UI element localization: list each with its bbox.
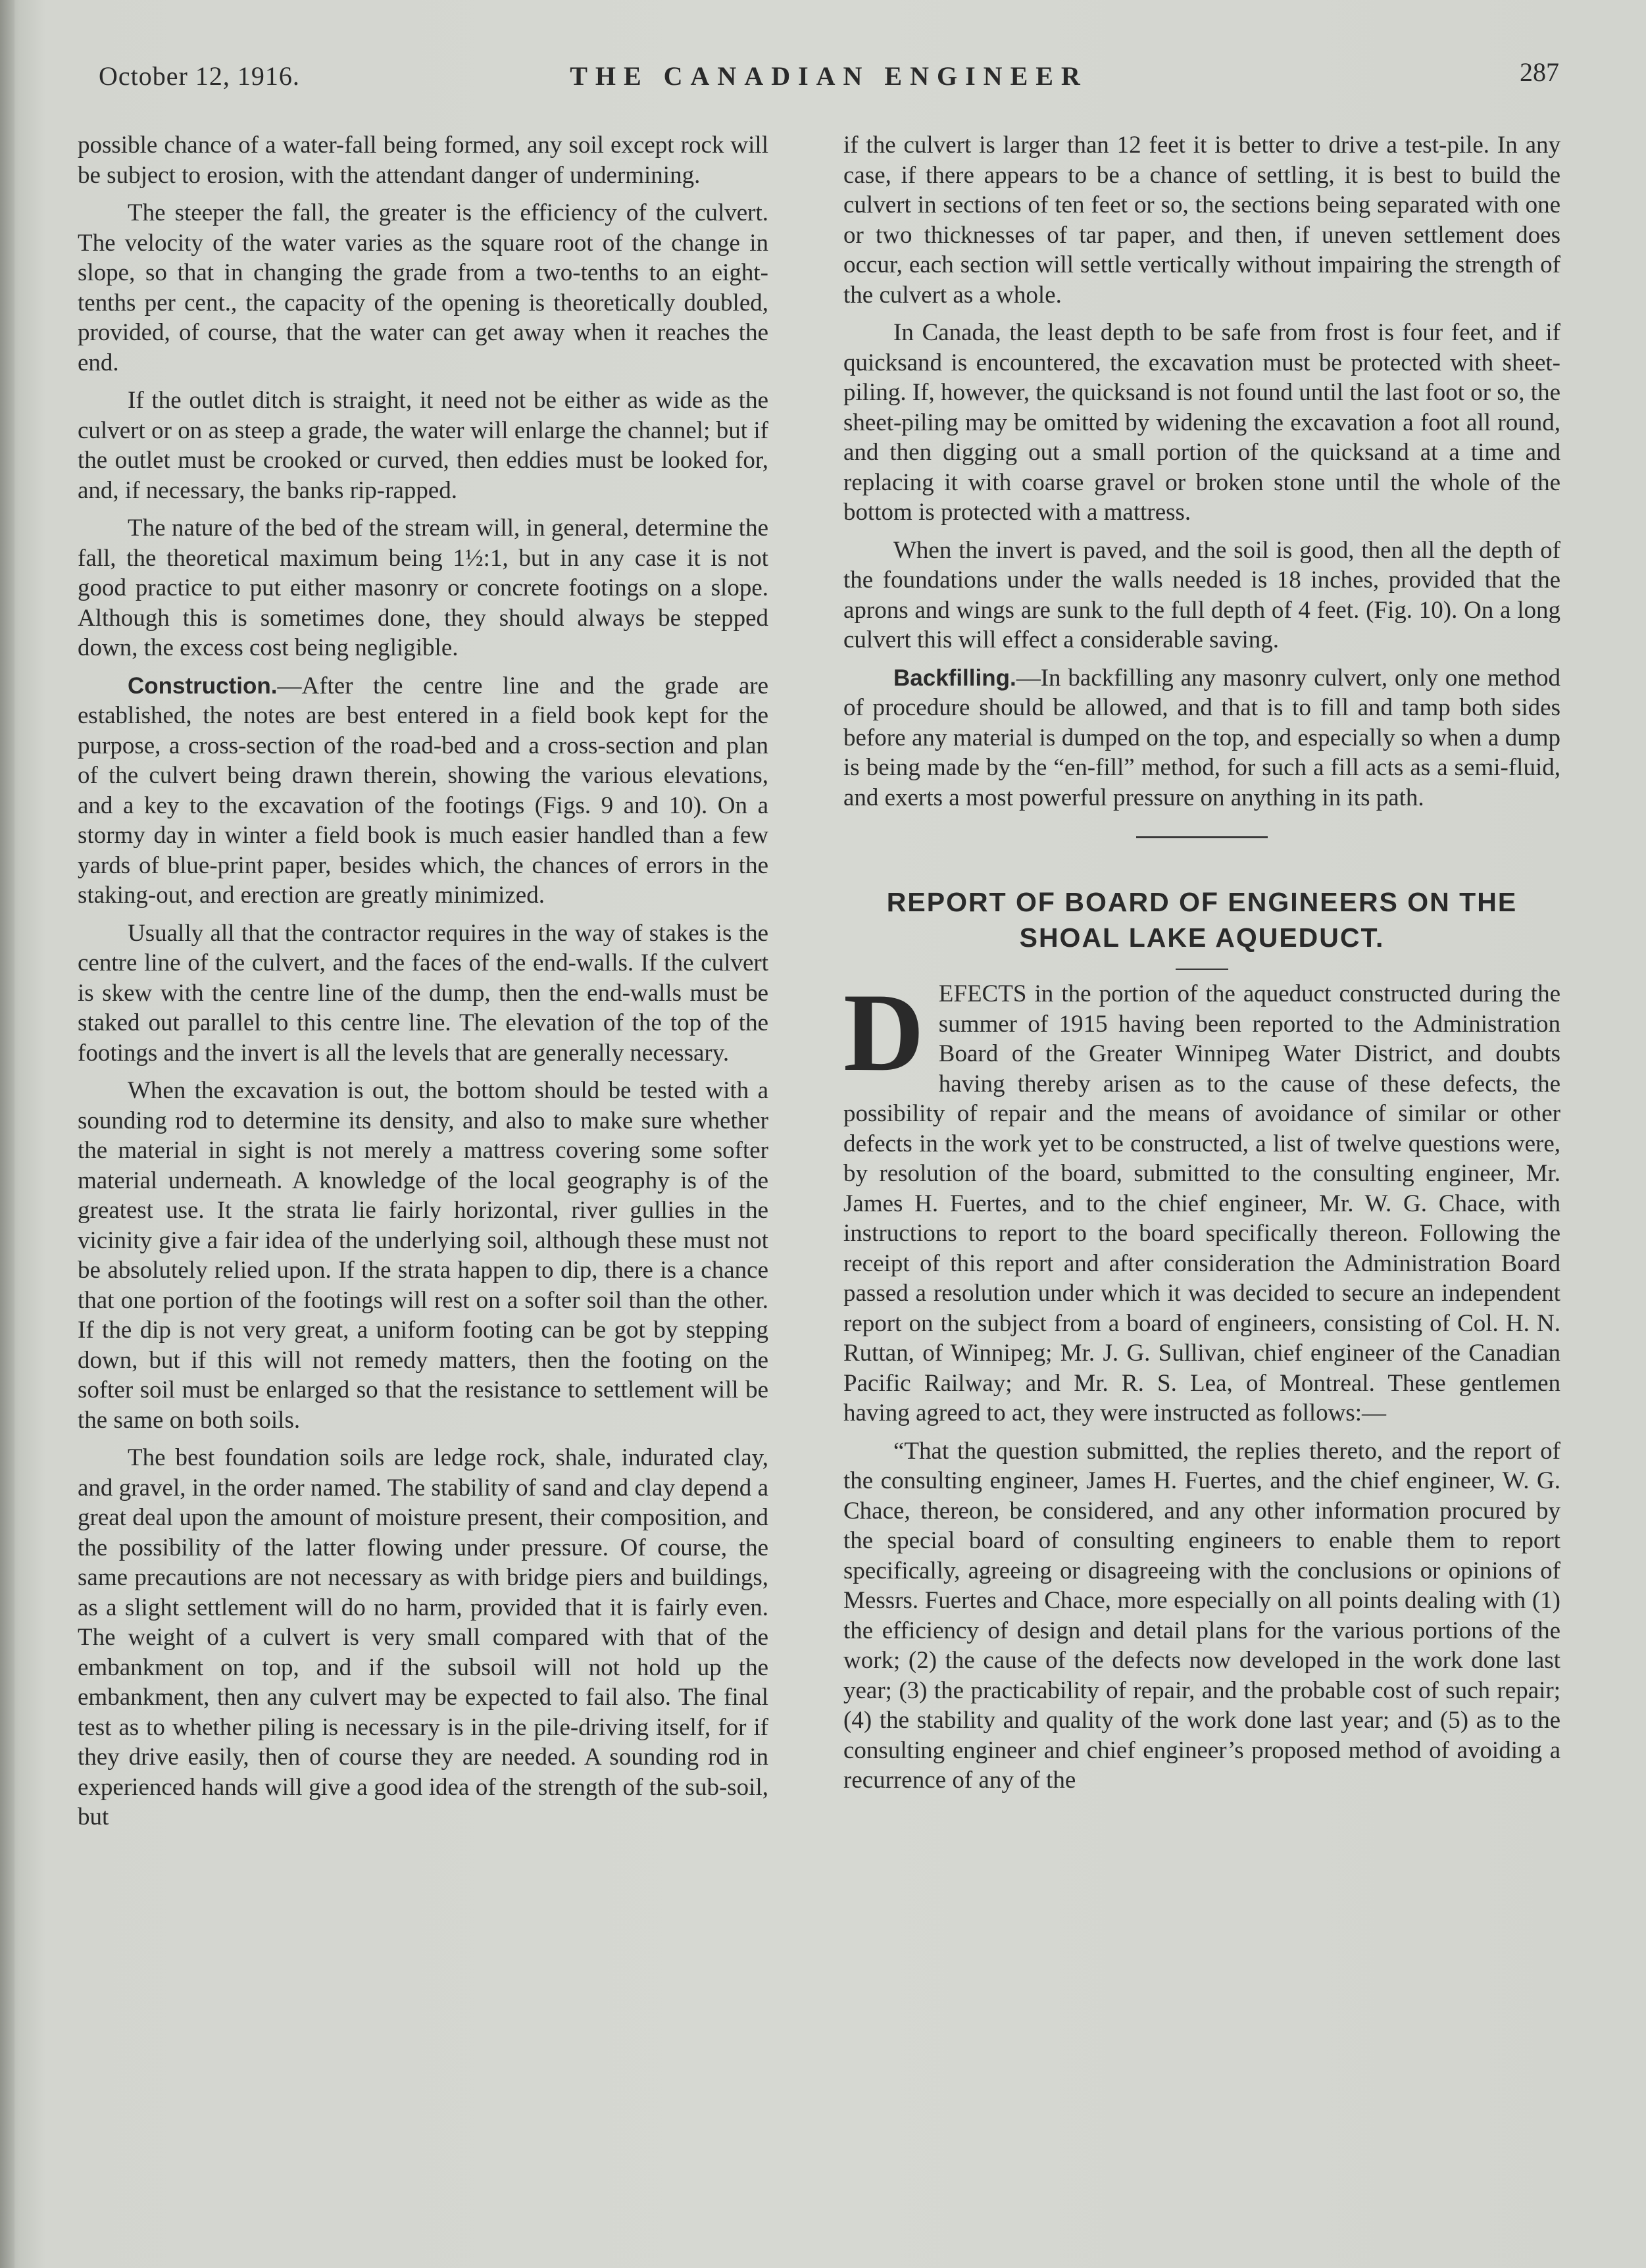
left-column	[78, 130, 768, 1840]
paragraph-dropcap	[843, 970, 1560, 1428]
paragraph-backfilling	[843, 663, 1560, 813]
section-heading-backfilling: Backfilling.	[893, 665, 1016, 691]
paragraph: When the invert is paved, and the soil is good, then all the depth of the foundations under the walls needed is 18 inches, provided that the aprons and wings are sunk to the full depth of 4 feet. (Fig. 10). On a long culvert this will effect a considerable saving.	[843, 536, 1560, 653]
right-column	[843, 130, 1560, 1803]
section-divider	[1136, 836, 1268, 838]
article-title-line: SHOAL LAKE AQUEDUCT.	[1019, 922, 1385, 953]
drop-cap: D	[843, 970, 924, 1094]
paragraph-text: —In backfilling any masonry culvert, only one method of procedure should be allowed, and that is to fill and tamp both sides before any material is dumped on the top, and especially so when a dump is being made by the “en-fill” method, for such a fill acts as a semi-fluid, and exerts a most powerful pressure on anything in its path.	[843, 664, 1560, 811]
section-heading-construction: Construction.	[128, 672, 278, 699]
page-header	[99, 57, 1559, 100]
page-binding-edge	[0, 0, 14, 2268]
article-title	[843, 884, 1560, 955]
paragraph: In Canada, the least depth to be safe from frost is four feet, and if quicksand is encountered, the excavation must be protected with sheet-piling. If, however, the quicksand is not found until the last foot or so, the sheet-piling may be omitted by widening the excavation a foot all round, and then digging out a small portion of the quicksand at a time and replacing it with coarse gravel or broken stone until the whole of the bottom is protected with a mattress.	[843, 319, 1560, 526]
quoted-instructions: “That the question submitted, the replies thereto, and the report of the consulting engineer, James H. Fuertes, and the chief engineer, W. G. Chace, thereon, be considered, and any other information procured by the special board of consulting engineers to enable them to report specifically, agreeing or disagreeing with the conclusions or opinions of Messrs. Fuertes and Chace, more especially on all points dealing with (1) the efficiency of design and detail plans for the various portions of the work; (2) the cause of the defects now developed in the work done last year; (3) the practicability of repair, and the probable cost of such repair; (4) the stability and quality of the work done last year; and (5) as to the consulting engineer and chief engineer’s proposed method of avoiding a recurrence of any of the	[843, 1437, 1560, 1794]
paragraph: The steeper the fall, the greater is the efficiency of the culvert. The velocity of the water varies as the square root of the change in slope, so that in changing the grade from a two-tenths to an eight-tenths per cent., the capacity of the opening is theoretically doubled, provided, of course, that the water can get away when it reaches the end.	[78, 199, 768, 376]
paragraph: The nature of the bed of the stream will, in general, determine the fall, the theoretical maximum being 1½:1, but in any case it is not good practice to put either masonry or concrete footings on a slope. Although this is sometimes done, they should always be stepped down, the excess cost being negligible.	[78, 515, 768, 661]
article-title-line: REPORT OF BOARD OF ENGINEERS ON THE	[886, 887, 1518, 917]
paragraph-construction	[78, 671, 768, 911]
issue-date: October 12, 1916.	[99, 61, 300, 91]
paragraph-text: —After the centre line and the grade are established, the notes are best entered in a field book kept for the purpose, a cross-section of the road-bed and a cross-section and plan of the culvert being drawn therein, showing the various elevations, and a key to the excavation of the footings (Figs. 9 and 10). On a stormy day in winter a field book is much easier handled than a few yards of blue-print paper, besides which, the chances of errors in the staking-out, and erection are greatly minimized.	[78, 672, 768, 909]
paragraph: if the culvert is larger than 12 feet it is better to drive a test-pile. In any case, if there appears to be a chance of settling, it is best to build the culvert in sections of ten feet or so, the sections being separated with one or two thicknesses of tar paper, and then, if uneven settlement does occur, each section will settle vertically without impairing the strength of the culvert as a whole.	[843, 132, 1560, 309]
paragraph: Usually all that the contractor requires in the way of stakes is the centre line of the culvert, and the faces of the end-walls. If the culvert is skew with the centre line of the dump, then the end-walls must be staked out parallel to this centre line. The elevation of the top of the footings and the invert is all the levels that are generally necessary.	[78, 919, 768, 1067]
paragraph: possible chance of a water-fall being formed, any soil except rock will be subject to erosion, with the attendant danger of undermining.	[78, 132, 768, 189]
journal-title: THE CANADIAN ENGINEER	[570, 61, 1088, 91]
paragraph: The best foundation soils are ledge rock, shale, indurated clay, and gravel, in the order named. The stability of sand and clay depend a great deal upon the amount of moisture present, their composition, and the possibility of the latter flowing under pressure. Of course, the same precautions are not necessary as with bridge piers and buildings, as a slight settlement will do no harm, provided that it is fairly even. The weight of a culvert is very small compared with that of the embankment on top, and if the subsoil will not hold up the embankment, then any culvert may be expected to fail also. The final test as to whether piling is necessary is in the pile-driving itself, for if they drive easily, then of course they are needed. A sounding rod in experienced hands will give a good idea of the strength of the sub-soil, but	[78, 1444, 768, 1830]
paragraph: When the excavation is out, the bottom should be tested with a sounding rod to determine its density, and also to make sure whether the material in sight is not merely a mattress covering some softer material underneath. A knowledge of the local geography is of the greatest use. It the strata lie fairly horizontal, river gullies in the vicinity give a fair idea of the underlying soil, although these must not be absolutely relied upon. If the strata happen to dip, there is a chance that one portion of the footings will rest on a softer soil than the other. If the dip is not very great, a uniform footing can be got by stepping down, but if this will not remedy matters, then the footing on the softer soil must be enlarged so that the resistance to settlement will be the same on both soils.	[78, 1077, 768, 1434]
page-number: 287	[1520, 57, 1559, 87]
paragraph: If the outlet ditch is straight, it need not be either as wide as the culvert or on as steep a grade, the water will enlarge the channel; but if the outlet must be crooked or curved, then eddies must be looked for, and, if necessary, the banks rip-rapped.	[78, 387, 768, 504]
paragraph-text: EFECTS in the portion of the aqueduct constructed during the summer of 1915 having been reported to the Administration Board of the Greater Winnipeg Water District, and doubts having thereby arisen as to the cause of these defects, the possibility of repair and the means of avoidance of similar or other defects in the work yet to be constructed, a list of twelve questions were, by resolution of the board, submitted to the consulting engineer, Mr. James H. Fuertes, and to the chief engineer, Mr. W. G. Chace, with instructions to report to the board specifically thereon. Following the receipt of this report and after consideration the Administration Board passed a resolution under which it was decided to secure an independent report on the subject from a board of engineers, consisting of Col. H. N. Ruttan, of Winnipeg; Mr. J. G. Sullivan, chief engineer of the Canadian Pacific Railway; and Mr. R. S. Lea, of Montreal. These gentlemen having agreed to act, they were instructed as follows:—	[843, 980, 1560, 1426]
title-rule	[1176, 969, 1228, 970]
